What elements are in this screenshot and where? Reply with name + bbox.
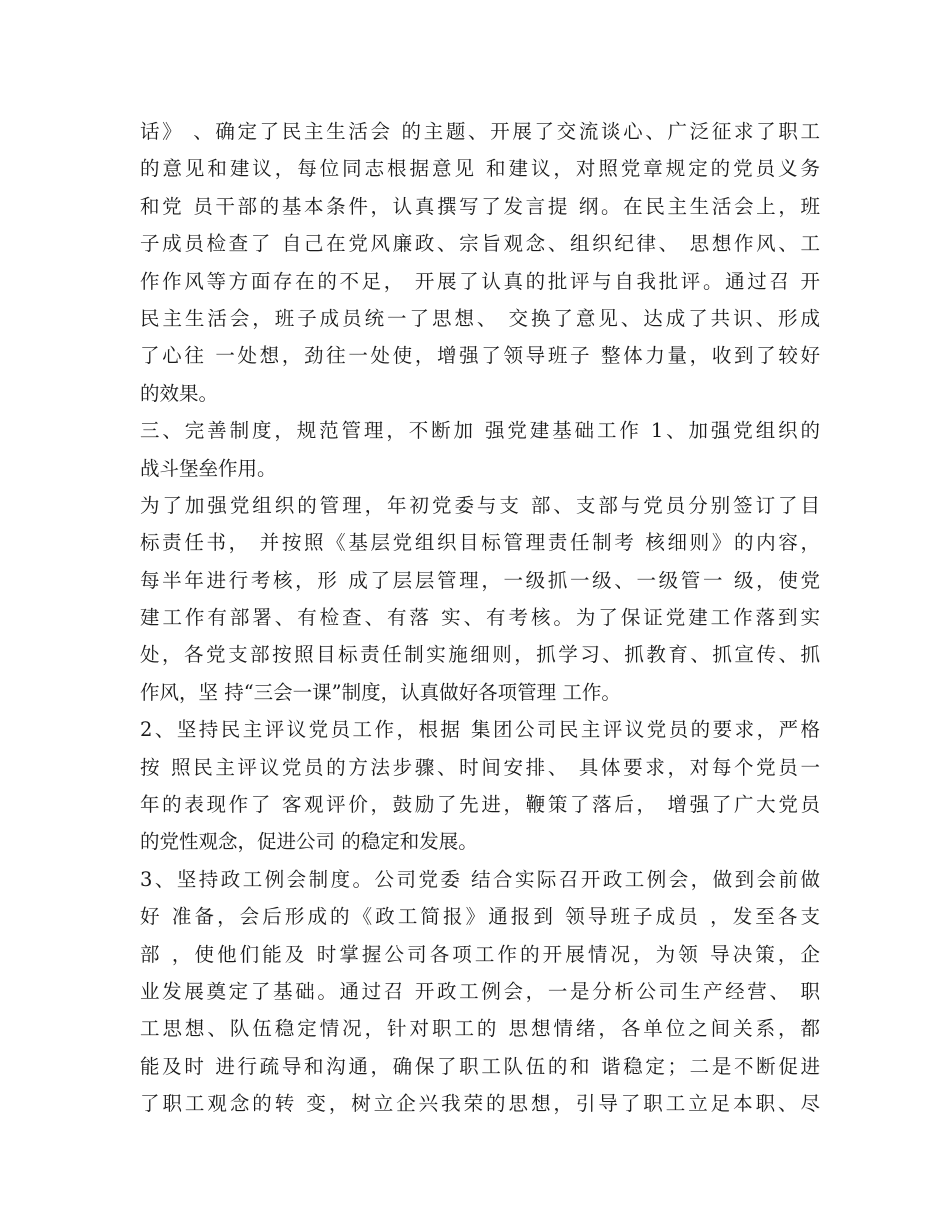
section-heading-line: 三、完善制度，规范管理，不断加 强党建基础工作 1、加强党组织的 (140, 419, 820, 443)
text-line: 作风，坚 持“三会一课”制度，认真做好各项管理 工作。 (140, 680, 621, 704)
text-line: 部 ，使他们能及 时掌握公司各项工作的开展情况，为领 导决策，企 (140, 942, 820, 966)
text-line: 话》 、确定了民主生活会 的主题、开展了交流谈心、广泛征求了职工 (140, 120, 820, 143)
text-line: 民主生活会，班子成员统一了思想、 交换了意见、达成了共识、形成 (140, 306, 820, 330)
text-line: 按 照民主评议党员的方法步骤、时间安排、 具体要求，对每个党员一 (140, 755, 820, 779)
text-line: 建工作有部署、有检查、有落 实、有考核。为了保证党建工作落到实 (140, 606, 820, 630)
text-line: 了心往 一处想，劲往一处使，增强了领导班子 整体力量，收到了较好 (140, 344, 820, 368)
section-heading-line: 战斗堡垒作用。 (140, 456, 277, 480)
text-line: 能及时 进行疏导和沟通，确保了职工队伍的和 谐稳定；二是不断促进 (140, 1054, 820, 1078)
text-line: 标责任书， 并按照《基层党组织目标管理责任制考 核细则》的内容， (140, 531, 820, 555)
text-line: 业发展奠定了基础。通过召 开政工例会，一是分析公司生产经营、 职 (140, 979, 820, 1003)
text-line: 的意见和建议，每位同志根据意见 和建议，对照党章规定的党员义务 (140, 157, 820, 181)
text-line: 3、坚持政工例会制度。公司党委 结合实际召开政工例会，做到会前做 (140, 867, 820, 891)
text-line: 作作风等方面存在的不足， 开展了认真的批评与自我批评。通过召 开 (140, 269, 820, 293)
document-body (140, 113, 820, 1123)
text-line: 和党 员干部的基本条件，认真撰写了发言提 纲。在民主生活会上，班 (140, 194, 820, 218)
text-line: 子成员检查了 自己在党风廉政、宗旨观念、组织纪律、 思想作风、工 (140, 232, 820, 256)
text-line: 工思想、队伍稳定情况，针对职工的 思想情绪，各单位之间关系，都 (140, 1017, 820, 1041)
text-line: 的党性观念，促进公司 的稳定和发展。 (140, 830, 478, 854)
text-line: 2、坚持民主评议党员工作，根据 集团公司民主评议党员的要求，严格 (140, 718, 820, 742)
text-line: 年的表现作了 客观评价，鼓励了先进，鞭策了落后， 增强了广大党员 (140, 793, 820, 817)
text-line: 处，各党支部按照目标责任制实施细则，抓学习、抓教育、抓宣传、抓 (140, 643, 820, 667)
text-line: 了职工观念的转 变，树立企兴我荣的思想，引导了职工立足本职、尽 (140, 1092, 820, 1116)
text-line: 好 准备，会后形成的《政工简报》通报到 领导班子成员 ，发至各支 (140, 905, 820, 929)
text-line: 每半年进行考核，形 成了层层管理，一级抓一级、一级管一 级，使党 (140, 568, 820, 592)
text-line: 为了加强党组织的管理，年初党委与支 部、支部与党员分别签订了目 (140, 493, 820, 517)
text-line: 的效果。 (140, 381, 219, 405)
